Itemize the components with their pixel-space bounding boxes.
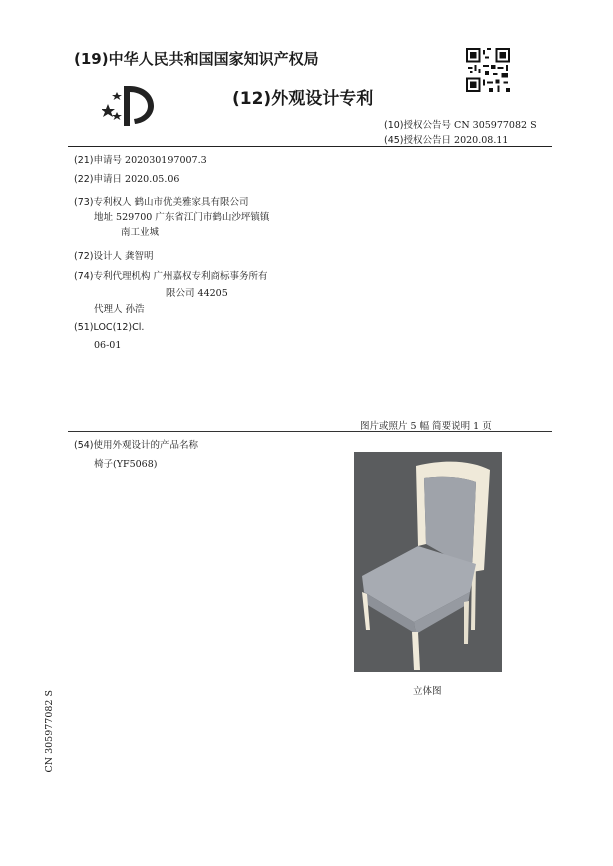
application-number: 202030197007.3 [125,155,207,166]
agency-line-1: 广州嘉权专利商标事务所有 [153,271,268,282]
product-name-label: (54)使用外观设计的产品名称 [74,440,199,451]
address-line-1: 529700 广东省江门市鹤山沙坪镇镇 [116,212,270,223]
qr-code-icon [466,48,510,92]
designer-label: (72)设计人 [74,251,123,262]
side-document-number [44,690,84,773]
patentee-label: (73)专利权人 [74,197,132,208]
agency-label: (74)专利代理机构 [74,271,151,282]
patentee: 鹤山市优美雅家具有限公司 [134,197,249,208]
issuing-office: (19)中华人民共和国国家知识产权局 [74,50,319,68]
view-caption: 立体图 [413,686,442,697]
address-line-2: 南工业城 [121,227,160,238]
application-number-label: (21)申请号 [74,155,123,166]
product-name: 椅子(YF5068) [94,459,158,470]
agency-line-2: 限公司 44205 [166,288,228,299]
application-date: 2020.05.06 [125,174,180,185]
address-label: 地址 [94,212,114,223]
application-date-label: (22)申请日 [74,174,123,185]
grant-date-label: (45)授权公告日 [384,135,452,146]
grant-number-label: (10)授权公告号 [384,120,452,131]
summary-divider [68,431,552,432]
agent-label: 代理人 [94,304,123,315]
chair-perspective-photo [354,452,502,672]
loc-classification-label: (51)LOC(12)Cl. [74,322,145,333]
document-type-title: (12)外观设计专利 [232,89,374,109]
pages-summary: 图片或照片 5 幅 简要说明 1 页 [360,421,492,432]
agent: 孙浩 [125,304,145,315]
loc-classification-value: 06-01 [94,340,122,351]
sipo-emblem-icon [102,82,160,130]
header-divider [68,146,552,147]
grant-date: 2020.08.11 [454,135,509,146]
designer: 龚智明 [125,251,154,262]
grant-number: CN 305977082 S [454,120,537,131]
side-number-text: CN 305977082 S [44,690,55,773]
